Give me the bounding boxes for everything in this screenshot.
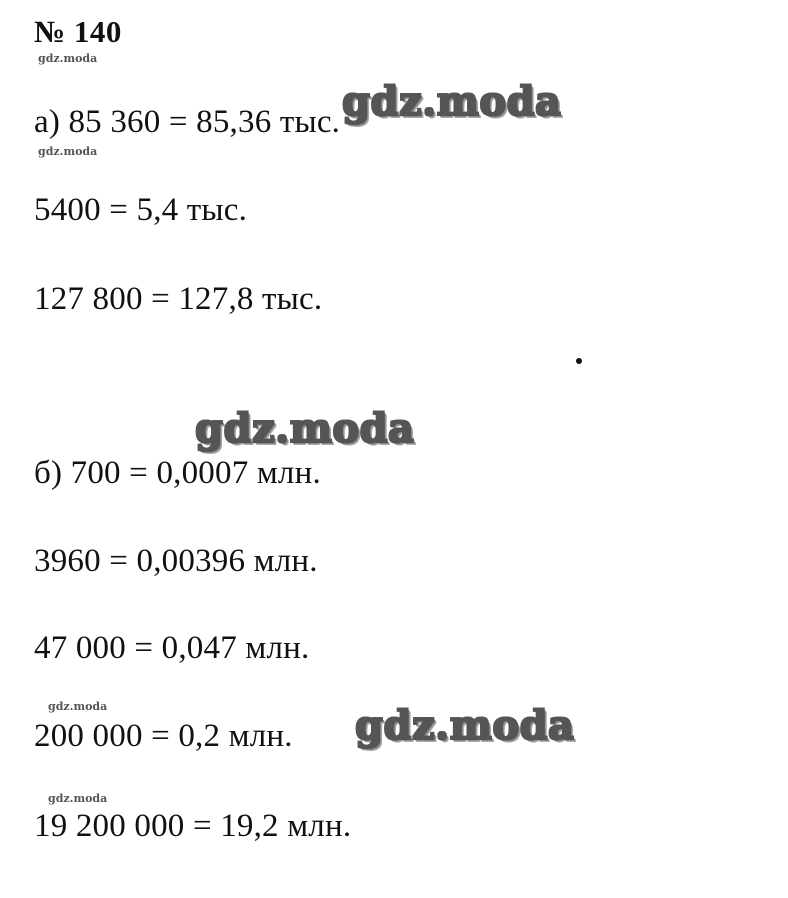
watermark-logo: gdz.moda bbox=[355, 702, 575, 749]
exercise-number: № 140 bbox=[34, 14, 122, 49]
watermark-logo: gdz.moda bbox=[195, 405, 415, 452]
small-watermark: gdz.moda bbox=[48, 792, 108, 805]
answer-b-line-3: 47 000 = 0,047 млн. bbox=[34, 630, 310, 666]
answer-a-line-3: 127 800 = 127,8 тыс. bbox=[34, 281, 323, 317]
stray-dot bbox=[576, 358, 582, 364]
small-watermark: gdz.moda bbox=[48, 700, 108, 713]
answer-b-line-4: 200 000 = 0,2 млн. bbox=[34, 718, 293, 754]
answer-b-line-5: 19 200 000 = 19,2 млн. bbox=[34, 808, 352, 844]
small-watermark: gdz.moda bbox=[38, 52, 98, 65]
watermark-logo: gdz.moda bbox=[342, 78, 562, 125]
answer-b-line-2: 3960 = 0,00396 млн. bbox=[34, 543, 318, 579]
answer-a-line-1: а) 85 360 = 85,36 тыс. bbox=[34, 104, 341, 140]
answer-b-line-1: б) 700 = 0,0007 млн. bbox=[34, 455, 321, 491]
small-watermark: gdz.moda bbox=[38, 145, 98, 158]
answer-a-line-2: 5400 = 5,4 тыс. bbox=[34, 192, 248, 228]
